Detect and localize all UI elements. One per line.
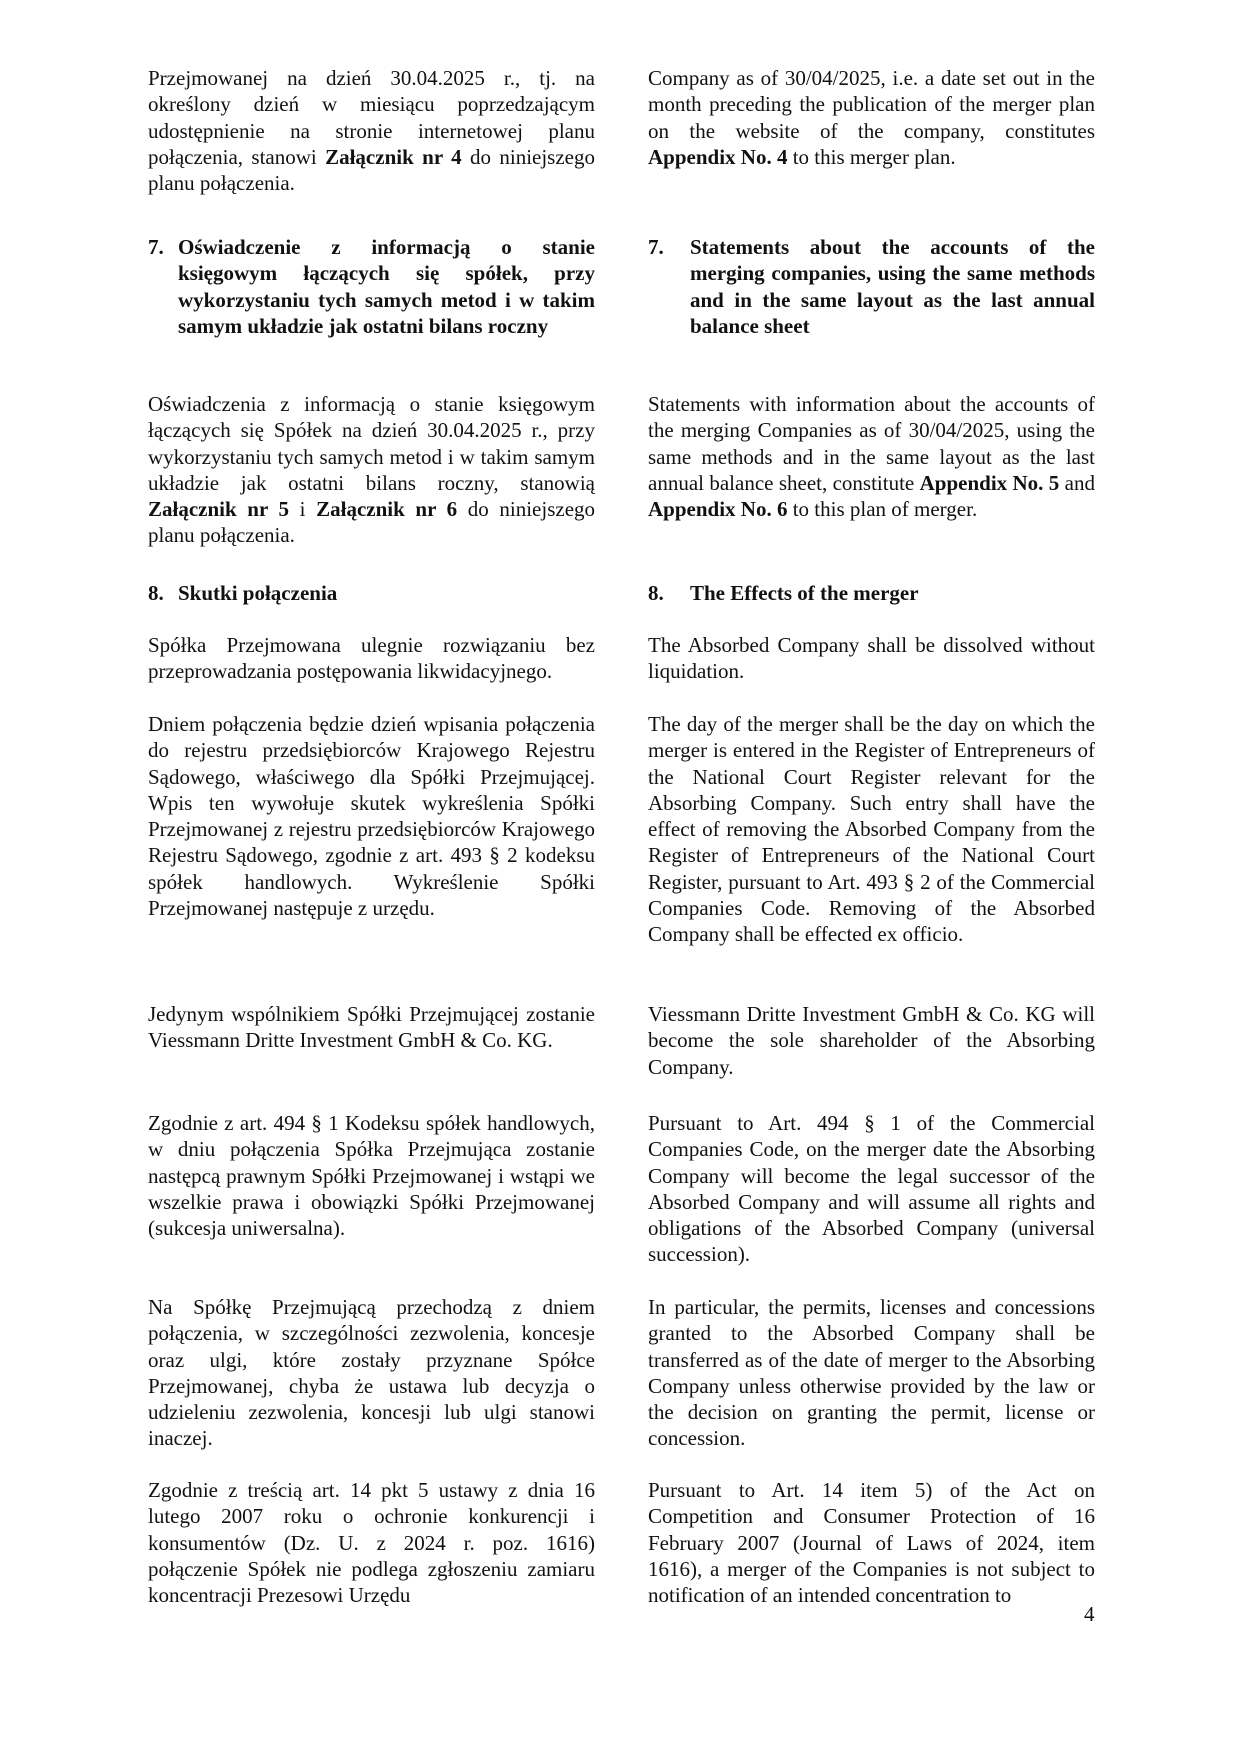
en-paragraph-appendix-4: Company as of 30/04/2025, i.e. a date set out in the month preceding the publication of the merger plan on the website of the company, constitutes Appendix No. 4 to this merger plan. <box>648 66 1095 169</box>
pl-paragraph-competition-act: Zgodnie z treścią art. 14 pkt 5 ustawy z dnia 16 lutego 2007 roku o ochronie konkurencji i konsumentów (Dz. U. z 2024 r. poz. 1616) połączenie Spółek nie podlega zgłoszeniu zamiaru koncentracji Prezesowi Urzędu <box>148 1478 595 1608</box>
en-paragraph-competition-act: Pursuant to Art. 14 item 5) of the Act on Competition and Consumer Protection of 16 February 2007 (Journal of Laws of 2024, item 1616), a merger of the Companies is not subject to notification of an intended concentration to <box>648 1478 1095 1608</box>
en-paragraph-permits: In particular, the permits, licenses and concessions granted to the Absorbed Company shall be transferred as of the date of merger to the Absorbing Company unless otherwise provided by the law or the decision on granting the permit, license or concession. <box>648 1295 1095 1451</box>
en-heading-8 <box>648 580 1095 606</box>
page-number: 4 <box>1084 1602 1095 1626</box>
pl-heading-8-number: 8. <box>148 581 164 605</box>
en-paragraph-appendix-5-6: Statements with information about the accounts of the merging Companies as of 30/04/2025, using the same methods and in the same layout as the last annual balance sheet, constitute Appendix No. 5 and Appendix No. 6 to this plan of merger. <box>648 392 1095 522</box>
en-paragraph-dissolution: The Absorbed Company shall be dissolved without liquidation. <box>648 633 1095 684</box>
pl-heading-8 <box>148 580 595 606</box>
pl-paragraph-merger-day: Dniem połączenia będzie dzień wpisania połączenia do rejestru przedsiębiorców Krajowego Rejestru Sądowego, właściwego dla Spółki Przejmującej. Wpis ten wywołuje skutek wykreślenia Spółki Przejmowanej z rejestru przedsiębiorców Krajowego Rejestru Sądowego, zgodnie z art. 493 § 2 kodeksu spółek handlowych. Wykreślenie Spółki Przejmowanej następuje z urzędu. <box>148 712 595 921</box>
pl-paragraph-sole-shareholder: Jedynym wspólnikiem Spółki Przejmującej zostanie Viessmann Dritte Investment GmbH & Co. KG. <box>148 1002 595 1053</box>
pl-heading-7-text: Oświadczenie z informacją o stanie księgowym łączących się spółek, przy wykorzystaniu tych samych metod i w takim samym układzie jak ostatni bilans roczny <box>178 235 595 338</box>
en-heading-7 <box>648 234 1095 339</box>
en-paragraph-merger-day: The day of the merger shall be the day on which the merger is entered in the Register of Entrepreneurs of the National Court Register relevant for the Absorbing Company. Such entry shall have the effect of removing the Absorbed Company from the Register of Entrepreneurs of the National Court Register, pursuant to Art. 493 § 2 of the Commercial Companies Code. Removing of the Absorbed Company shall be effected ex officio. <box>648 712 1095 947</box>
pl-paragraph-universal-succession: Zgodnie z art. 494 § 1 Kodeksu spółek handlowych, w dniu połączenia Spółka Przejmująca zostanie następcą prawnym Spółki Przejmowanej i wstąpi we wszelkie prawa i obowiązki Spółki Przejmowanej (sukcesja uniwersalna). <box>148 1111 595 1241</box>
pl-heading-7-number: 7. <box>148 235 164 259</box>
en-paragraph-sole-shareholder: Viessmann Dritte Investment GmbH & Co. KG will become the sole shareholder of the Absorbing Company. <box>648 1002 1095 1079</box>
pl-paragraph-appendix-5-6: Oświadczenia z informacją o stanie księgowym łączących się Spółek na dzień 30.04.2025 r., przy wykorzystaniu tych samych metod i w takim samym układzie jak ostatni bilans roczny, stanowią Załącznik nr 5 i Załącznik nr 6 do niniejszego planu połączenia. <box>148 392 596 548</box>
pl-paragraph-appendix-4: Przejmowanej na dzień 30.04.2025 r., tj. na określony dzień w miesiącu poprzedzającym udostępnienie na stronie internetowej planu połączenia, stanowi Załącznik nr 4 do niniejszego planu połączenia. <box>148 66 595 196</box>
pl-heading-7 <box>148 234 595 339</box>
en-heading-8-text: The Effects of the merger <box>690 581 919 605</box>
en-heading-7-number: 7. <box>648 235 664 259</box>
en-heading-7-text: Statements about the accounts of the merging companies, using the same methods and in the same layout as the last annual balance sheet <box>690 235 1095 338</box>
en-heading-8-number: 8. <box>648 581 664 605</box>
pl-paragraph-dissolution: Spółka Przejmowana ulegnie rozwiązaniu bez przeprowadzania postępowania likwidacyjnego. <box>148 633 595 684</box>
pl-paragraph-permits: Na Spółkę Przejmującą przechodzą z dniem połączenia, w szczególności zezwolenia, koncesje oraz ulgi, które zostały przyznane Spółce Przejmowanej, chyba że ustawa lub decyzja o udzieleniu zezwolenia, koncesji lub ulgi stanowi inaczej. <box>148 1295 595 1451</box>
pl-heading-8-text: Skutki połączenia <box>178 581 338 605</box>
en-paragraph-universal-succession: Pursuant to Art. 494 § 1 of the Commercial Companies Code, on the merger date the Absorbing Company will become the legal successor of the Absorbed Company and will assume all rights and obligations of the Absorbed Company (universal succession). <box>648 1111 1095 1267</box>
